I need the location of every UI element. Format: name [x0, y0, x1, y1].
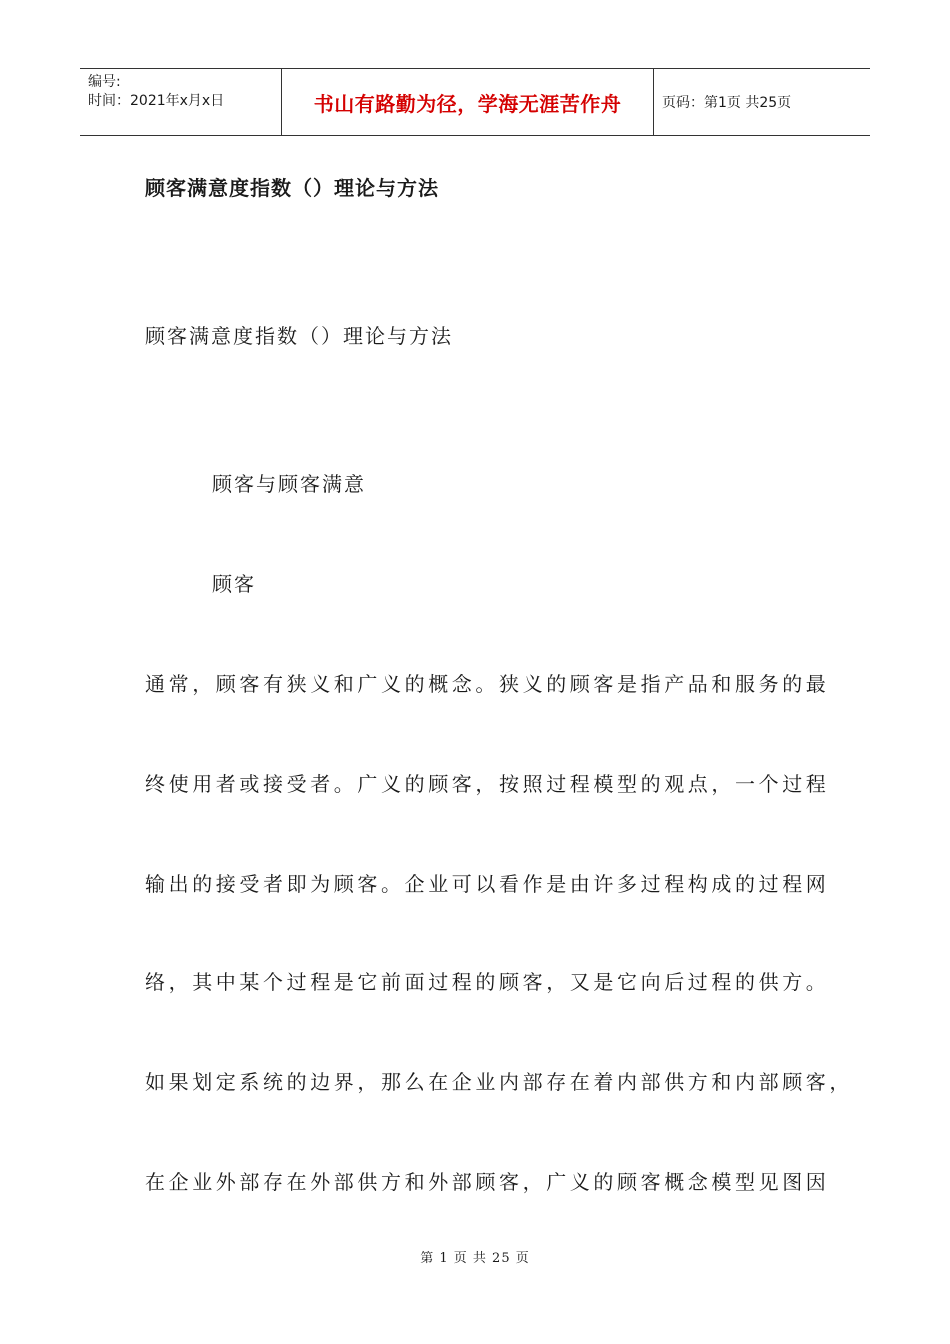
section-heading-2: 顾客 — [212, 572, 256, 596]
paragraph-line: 通常，顾客有狭义和广义的概念。狭义的顾客是指产品和服务的最 — [145, 672, 830, 696]
number-label: 编号: — [88, 74, 121, 90]
paragraph-line: 在企业外部存在外部供方和外部顾客，广义的顾客概念模型见图因 — [145, 1170, 830, 1194]
page-footer: 第 1 页 共 25 页 — [420, 1251, 530, 1266]
paragraph-line: 络，其中某个过程是它前面过程的顾客，又是它向后过程的供方。 — [145, 970, 830, 994]
section-heading-1: 顾客与顾客满意 — [212, 472, 366, 496]
header-meta — [80, 69, 282, 135]
document-subtitle: 顾客满意度指数（）理论与方法 — [145, 324, 453, 348]
paragraph-line: 如果划定系统的边界，那么在企业内部存在着内部供方和内部顾客， — [145, 1070, 853, 1094]
paragraph-line: 输出的接受者即为顾客。企业可以看作是由许多过程构成的过程网 — [145, 872, 830, 896]
document-title: 顾客满意度指数（）理论与方法 — [145, 176, 439, 200]
header-page-info: 页码：第1页 共25页 — [662, 95, 792, 111]
paragraph-line: 终使用者或接受者。广义的顾客，按照过程模型的观点，一个过程 — [145, 772, 830, 796]
time-label: 时间：2021年x月x日 — [88, 93, 225, 109]
document-header — [80, 68, 870, 136]
header-motto: 书山有路勤为径，学海无涯苦作舟 — [282, 69, 654, 135]
